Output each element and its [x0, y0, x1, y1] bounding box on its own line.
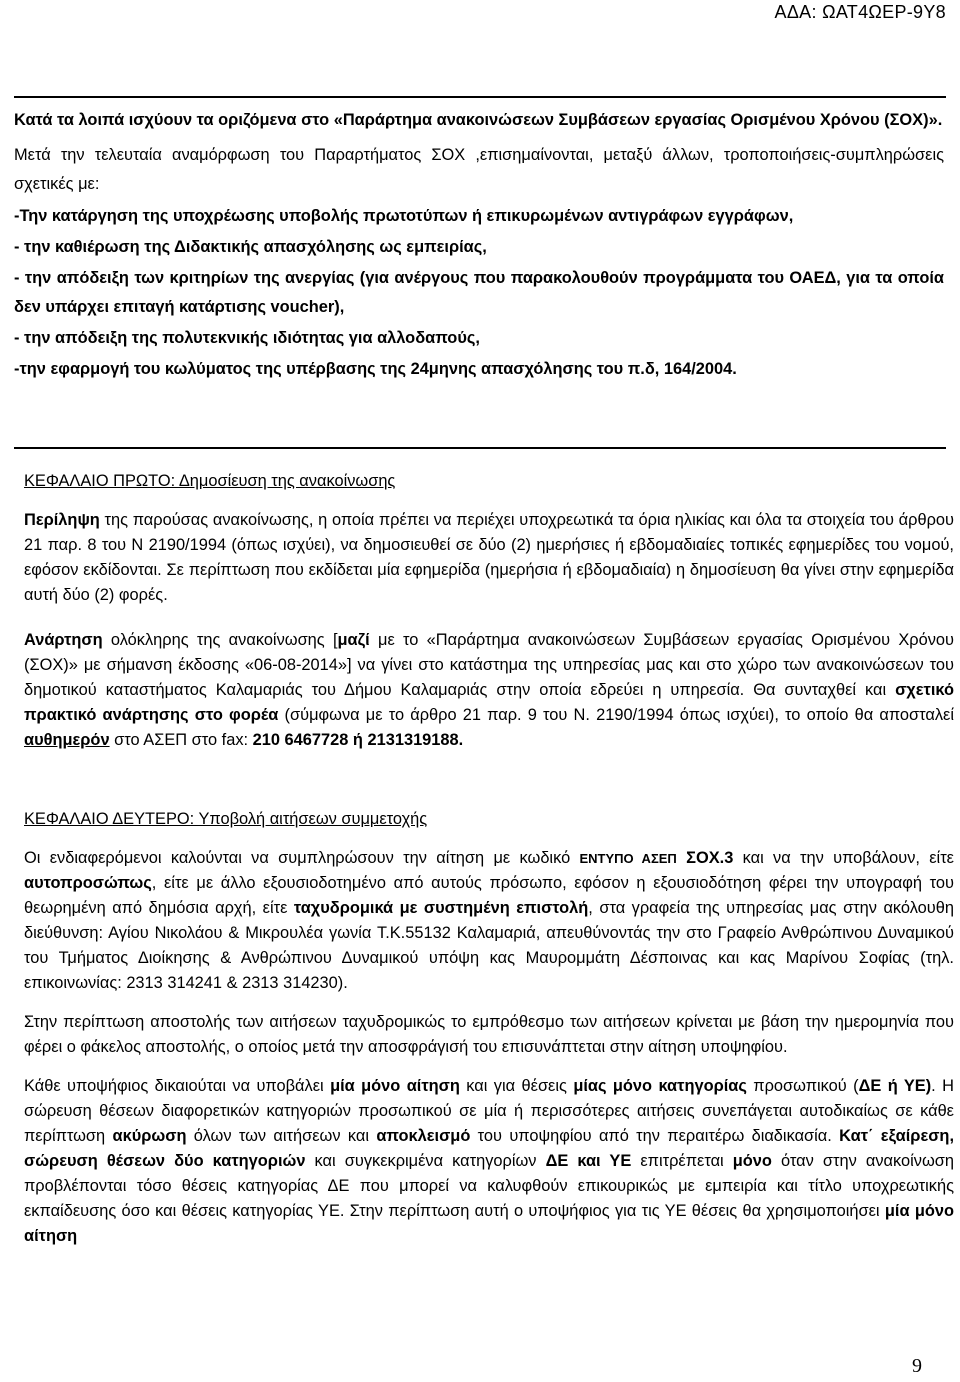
bullet-item: -Την κατάργηση της υποχρέωσης υποβολής πρωτοτύπων ή επικυρωμένων αντιγράφων εγγράφων, [14, 207, 794, 225]
bullet-item: - την απόδειξη της πολυτεκνικής ιδιότητας για αλλοδαπούς, [14, 329, 480, 347]
bullet-item: - την απόδειξη των κριτηρίων της ανεργίας (για ανέργους που παρακολουθούν προγράμματα του ΟΑΕΔ, για τα οποία δεν υπάρχει επιταγή κατάρτισης voucher), [14, 269, 944, 316]
ada-code: ΑΔΑ: ΩΑΤ4ΩΕΡ-9Υ8 [774, 2, 946, 22]
bullet-item: - την καθιέρωση της Διδακτικής απασχόλησης ως εμπειρίας, [14, 238, 487, 256]
top-rule [14, 96, 946, 98]
intro-paragraph-1: Κατά τα λοιπά ισχύουν τα οριζόμενα στο «Παράρτημα ανακοινώσεων Συμβάσεων εργασίας Ορισμένου Χρόνου (ΣΟΧ)». [14, 111, 943, 129]
intro-paragraph-2: Μετά την τελευταία αναμόρφωση του Παραρτήματος ΣΟΧ ,επισημαίνονται, μεταξύ άλλων, τροποποιήσεις-συμπληρώσεις σχετικές με: [14, 146, 944, 193]
chapter-2-body [24, 846, 954, 1249]
application-limit-paragraph: Κάθε υποψήφιος δικαιούται να υποβάλει μία μόνο αίτηση και για θέσεις μίας μόνο κατηγορίας προσωπικού (ΔΕ ή ΥΕ). Η σώρευση θέσεων διαφορετικών κατηγοριών προσωπικού σε μία ή περισσότερες αιτήσεις συνεπάγεται αυτοδικαίως σε κάθε περίπτωση ακύρωση όλων των αιτήσεων και αποκλεισμό του υποψηφίου από την περαιτέρω διαδικασία. Κατ΄ εξαίρεση, σώρευση θέσεων δύο κατηγοριών και συγκεκριμένα κατηγορίων ΔΕ και ΥΕ επιτρέπεται μόνο όταν στην ανακοίνωση προβλέπονται τόσο θέσεις κατηγορίας ΔΕ που μπορεί να καλυφθούν επικουρικώς με εμπειρία και τίτλο υποχρεωτικής εκπαίδευσης όσο και θέσεις κατηγορίας ΥΕ. Στην περίπτωση αυτή ο υποψήφιος για τις ΥΕ θέσεις θα χρησιμοποιήσει μία μόνο αίτηση [24, 1077, 954, 1245]
chapter-2-heading: ΚΕΦΑΛΑΙΟ ΔΕΥΤΕΡΟ: Υποβολή αιτήσεων συμμετοχής [24, 810, 428, 828]
postal-paragraph: Στην περίπτωση αποστολής των αιτήσεων ταχυδρομικώς το εμπρόθεσμο των αιτήσεων κρίνεται με βάση την ημερομηνία που φέρει ο φάκελος αποστολής, ο οποίος μετά την αποσφράγισή του επισυνάπτεται στην αίτηση υποψηφίου. [24, 1013, 954, 1056]
page-number: 9 [912, 1355, 922, 1377]
submission-paragraph: Οι ενδιαφερόμενοι καλούνται να συμπληρώσουν την αίτηση με κωδικό ΕΝΤΥΠΟ ΑΣΕΠ ΣΟΧ.3 και να την υποβάλουν, είτε αυτοπροσώπως, είτε με άλλο εξουσιοδοτημένο από αυτούς πρόσωπο, εφόσον η εξουσιοδότηση φέρει την υπογραφή του θεωρημένη από δημόσια αρχή, είτε ταχυδρομικά με συστημένη επιστολή, στα γραφεία της υπηρεσίας μας στην ακόλουθη διεύθυνση: Αγίου Νικολάου & Μικρουλέα γωνία Τ.Κ.55132 Καλαμαριά, απευθύνοντάς την στο Γραφείο Ανθρώπινου Δυναμικού του Τμήματος Διοίκησης & Ανθρώπινου Δυναμικού υπόψη κας Μαυρομμάτη Δέσποινας και κας Μαρίνου Σοφίας (τηλ. επικοινωνίας: 2313 314241 & 2313 314230). [24, 849, 954, 992]
bottom-rule [14, 447, 946, 449]
chapter-1-body [24, 508, 954, 753]
intro-block [14, 106, 944, 384]
bullet-item: -την εφαρμογή του κωλύματος της υπέρβασης της 24μηνης απασχόλησης του π.δ, 164/2004. [14, 360, 737, 378]
posting-paragraph: Ανάρτηση ολόκληρης της ανακοίνωσης [μαζί με το «Παράρτημα ανακοινώσεων Συμβάσεων εργασίας Ορισμένου Χρόνου (ΣΟΧ)» με σήμανση έκδοσης «06-08-2014»] να γίνει στο κατάστημα της υπηρεσίας μας και στο χώρο των ανακοινώσεων του δημοτικού καταστήματος Καλαμαριάς του Δήμου Καλαμαριάς στην οποία εδρεύει η υπηρεσία. Θα συνταχθεί και σχετικό πρακτικό ανάρτησης στο φορέα (σύμφωνα με το άρθρο 21 παρ. 9 του Ν. 2190/1994 όπως ισχύει), το οποίο θα αποσταλεί αυθημερόν στο ΑΣΕΠ στο fax: 210 6467728 ή 2131319188. [24, 631, 954, 749]
summary-paragraph: Περίληψη της παρούσας ανακοίνωσης, η οποία πρέπει να περιέχει υποχρεωτικά τα όρια ηλικίας και όλα τα στοιχεία του άρθρου 21 παρ. 8 του Ν 2190/1994 (όπως ισχύει), να δημοσιευθεί σε δύο (2) ημερήσιες ή εβδομαδιαίες τοπικές εφημερίδες του νομού, εφόσον εκδίδονται. Σε περίπτωση που εκδίδεται μία εφημερίδα (ημερήσια ή εβδομαδιαία) η δημοσίευση θα γίνει στην εφημερίδα αυτή δύο (2) φορές. [24, 511, 954, 604]
chapter-1-heading: ΚΕΦΑΛΑΙΟ ΠΡΩΤΟ: Δημοσίευση της ανακοίνωσης [24, 472, 396, 490]
